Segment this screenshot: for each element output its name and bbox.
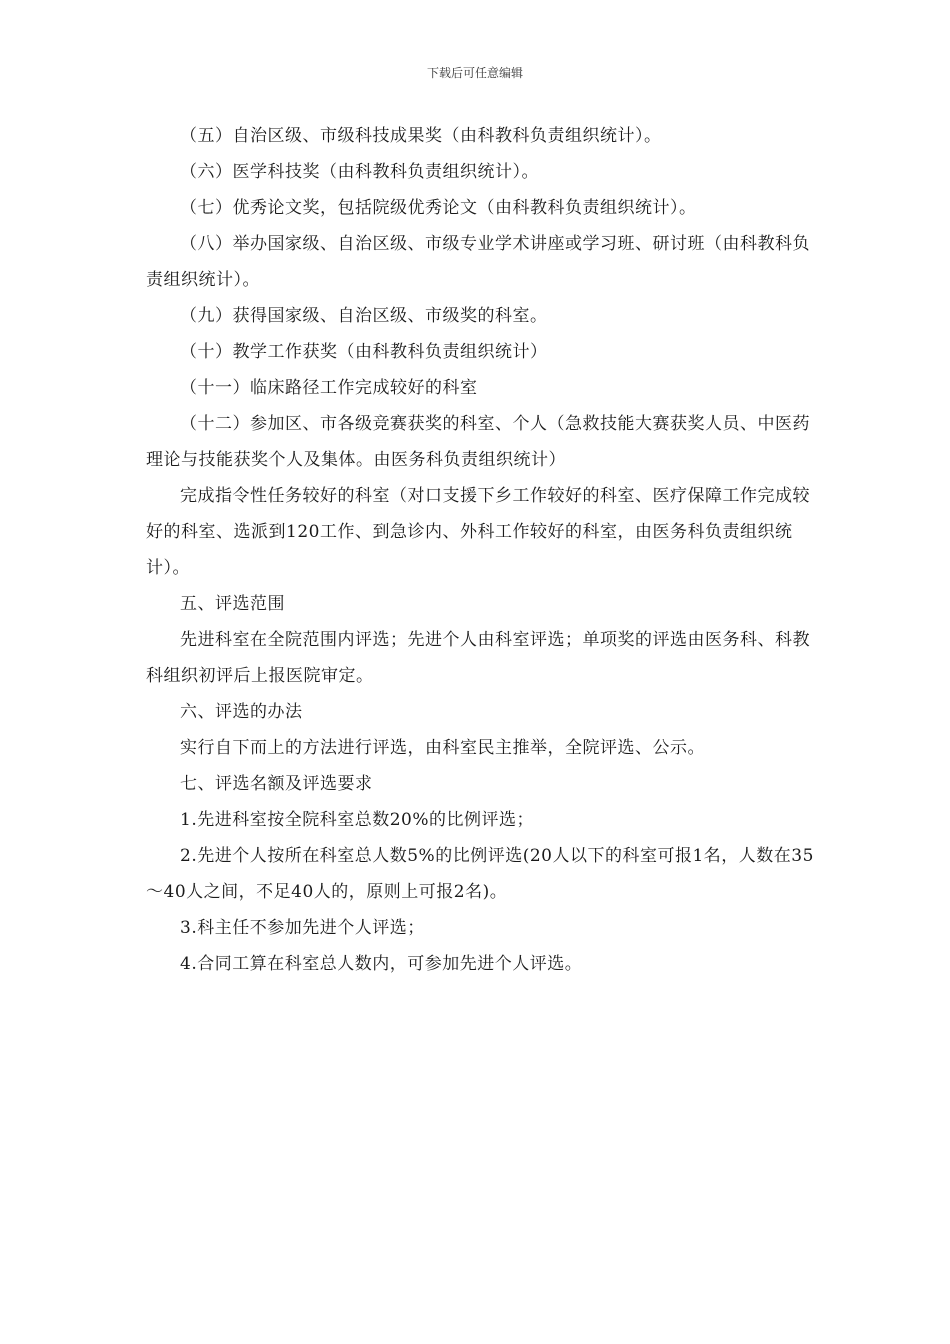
paragraph: （五）自治区级、市级科技成果奖（由科教科负责组织统计）。	[180, 126, 662, 146]
paragraph: （八）举办国家级、自治区级、市级专业学术讲座或学习班、研讨班（由科教科负责组织统计）。	[146, 234, 810, 290]
list-item: 4.合同工算在科室总人数内，可参加先进个人评选。	[180, 954, 583, 974]
paragraph: 先进科室在全院范围内评选；先进个人由科室评选；单项奖的评选由医务科、科教科组织初评后上报医院审定。	[146, 630, 810, 686]
paragraph: （九）获得国家级、自治区级、市级奖的科室。	[180, 306, 548, 326]
section-heading: 六、评选的办法	[180, 702, 303, 722]
paragraph: 完成指令性任务较好的科室（对口支援下乡工作较好的科室、医疗保障工作完成较好的科室、选派到120工作、到急诊内、外科工作较好的科室，由医务科负责组织统计）。	[146, 486, 810, 578]
list-item: 1.先进科室按全院科室总数20%的比例评选；	[180, 810, 535, 830]
paragraph: （十）教学工作获奖（由科教科负责组织统计）	[180, 342, 548, 362]
page-header: 下载后可任意编辑	[426, 66, 523, 80]
section-heading: 七、评选名额及评选要求	[180, 774, 373, 794]
section-heading: 五、评选范围	[180, 594, 285, 614]
paragraph: （十一）临床路径工作完成较好的科室	[180, 378, 478, 398]
paragraph: （六）医学科技奖（由科教科负责组织统计）。	[180, 162, 539, 182]
paragraph: （十二）参加区、市各级竞赛获奖的科室、个人（急救技能大赛获奖人员、中医药理论与技能获奖个人及集体。由医务科负责组织统计）	[146, 414, 810, 470]
list-item: 3.科主任不参加先进个人评选；	[180, 918, 425, 938]
list-item: 2.先进个人按所在科室总人数5%的比例评选(20人以下的科室可报1名，人数在35～40人之间，不足40人的，原则上可报2名)。	[146, 846, 814, 902]
paragraph: （七）优秀论文奖，包括院级优秀论文（由科教科负责组织统计）。	[180, 198, 697, 218]
document-body	[146, 118, 826, 982]
paragraph: 实行自下而上的方法进行评选，由科室民主推举，全院评选、公示。	[180, 738, 705, 758]
